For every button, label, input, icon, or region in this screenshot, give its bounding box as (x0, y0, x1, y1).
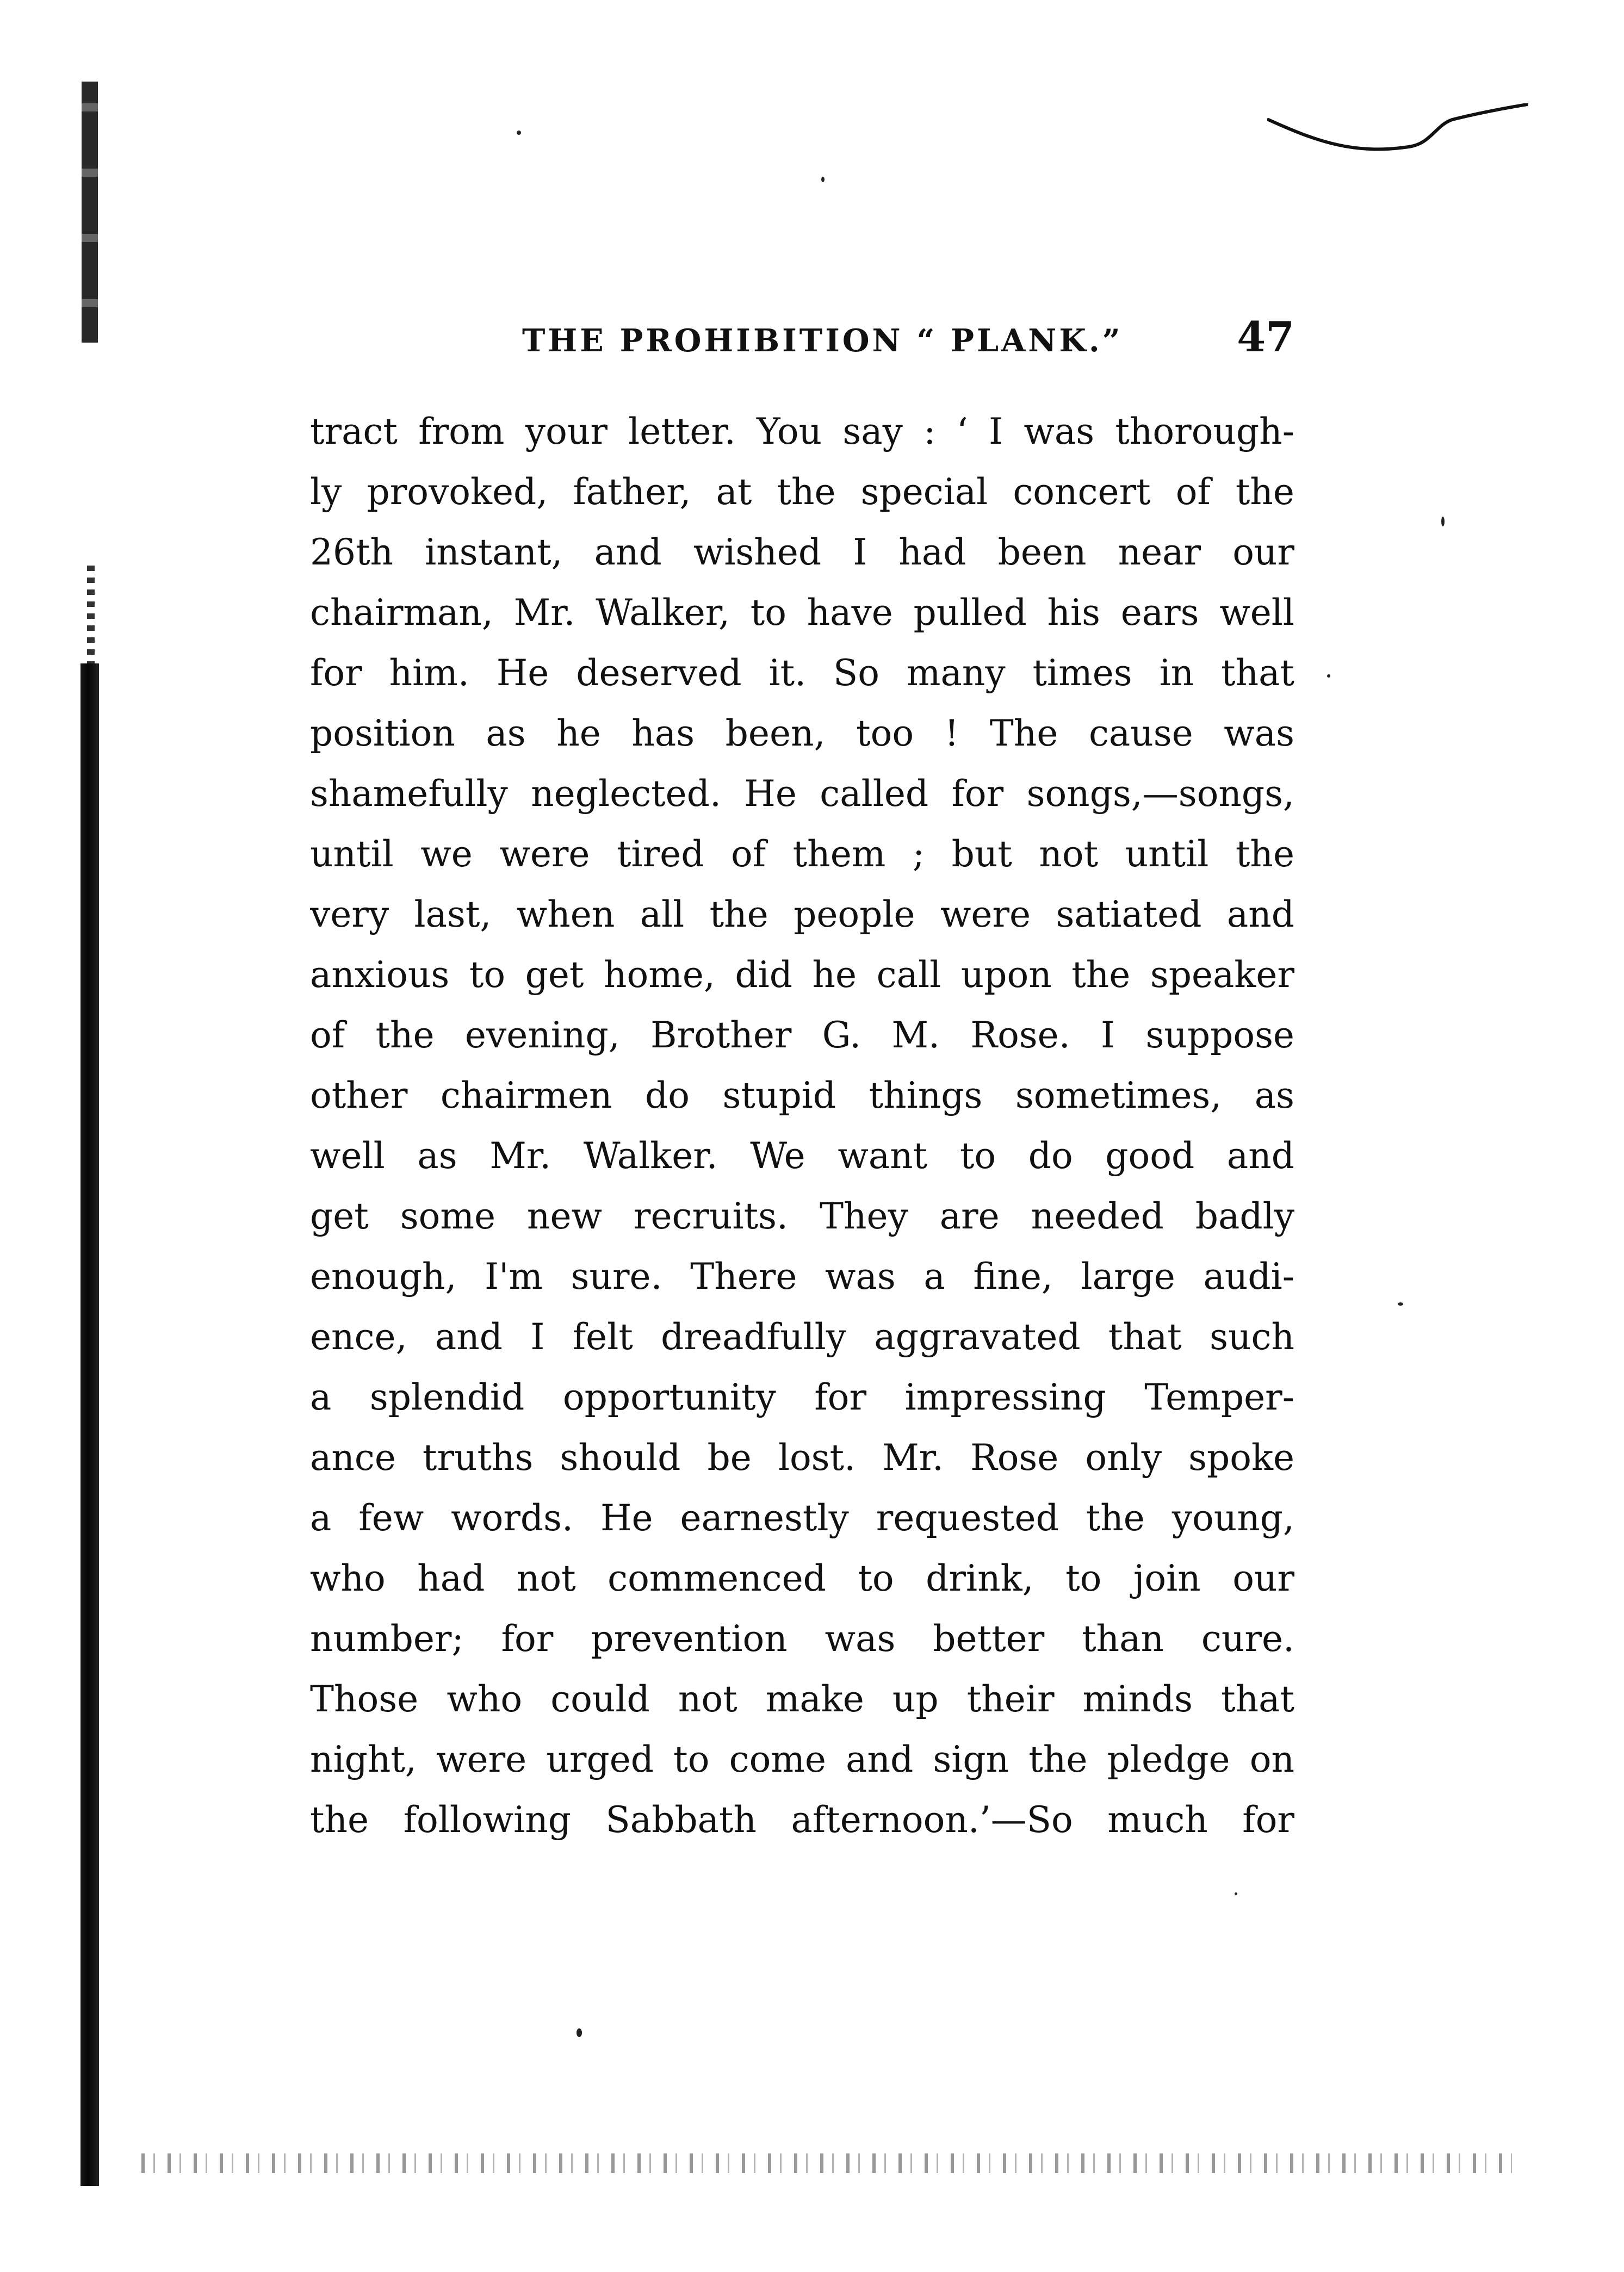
text-line: a splendid opportunity for impressing Temper- (310, 1376, 1294, 1418)
running-head (310, 313, 1294, 362)
scan-speck (821, 177, 825, 182)
pen-stroke-mark (1267, 103, 1528, 179)
text-line: who had not commenced to drink, to join our (310, 1557, 1294, 1599)
text-line: tract from your letter. You say : ‘ I was thorough- (310, 411, 1294, 452)
scan-binding-shadow (80, 663, 99, 2186)
text-line: position as he has been, too ! The cause was (310, 712, 1294, 754)
scan-edge-mark (82, 82, 98, 343)
text-line: 26th instant, and wished I had been near our (310, 531, 1294, 573)
scan-speck (1398, 1302, 1403, 1306)
text-line: until we were tired of them ; but not until the (310, 833, 1294, 875)
scan-speck (517, 131, 521, 135)
text-line: number; for prevention was better than cure. (310, 1618, 1294, 1660)
text-line: a few words. He earnestly requested the young, (310, 1497, 1294, 1539)
text-line: get some new recruits. They are needed badly (310, 1195, 1294, 1237)
text-line: enough, I'm sure. There was a fine, large audi- (310, 1256, 1294, 1298)
text-line: the following Sabbath afternoon.’—So much for (310, 1799, 1294, 1841)
text-line: ly provoked, father, at the special concert of the (310, 471, 1294, 513)
scan-speck (1441, 517, 1445, 526)
text-line: for him. He deserved it. So many times in that (310, 652, 1294, 694)
page-number: 47 (1237, 313, 1294, 361)
text-line: night, were urged to come and sign the pledge on (310, 1739, 1294, 1780)
scan-speck (1235, 1892, 1237, 1895)
text-line: Those who could not make up their minds that (310, 1678, 1294, 1720)
scan-speck (577, 2028, 582, 2037)
text-line: shamefully neglected. He called for songs,—songs, (310, 773, 1294, 815)
text-line: ance truths should be lost. Mr. Rose only spoke (310, 1437, 1294, 1479)
text-line: of the evening, Brother G. M. Rose. I suppose (310, 1014, 1294, 1056)
body-text (310, 401, 1294, 1850)
scan-edge-mark (87, 566, 95, 663)
text-line: other chairmen do stupid things sometimes, as (310, 1075, 1294, 1116)
text-line: well as Mr. Walker. We want to do good and (310, 1135, 1294, 1177)
scan-speck (1327, 674, 1330, 678)
text-line: anxious to get home, did he call upon the speaker (310, 954, 1294, 996)
text-line: very last, when all the people were satiated and (310, 893, 1294, 935)
text-line: ence, and I felt dreadfully aggravated that such (310, 1316, 1294, 1358)
text-line: chairman, Mr. Walker, to have pulled his ears well (310, 592, 1294, 634)
scan-bottom-noise (141, 2153, 1512, 2173)
running-head-title: THE PROHIBITION “ PLANK.” (522, 322, 1123, 359)
